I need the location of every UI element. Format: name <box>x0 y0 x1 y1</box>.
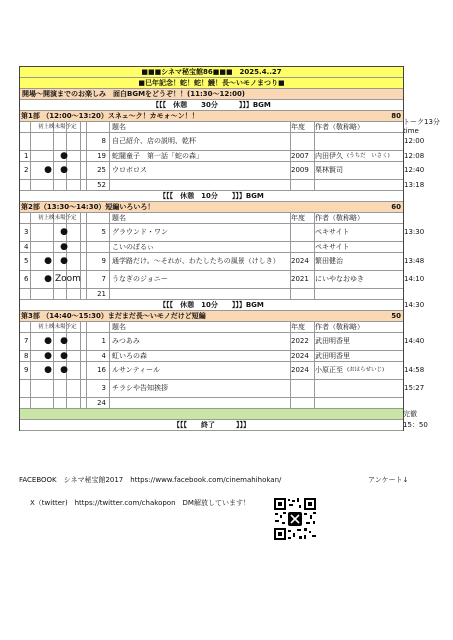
opening-row <box>20 89 403 100</box>
cell-author: 繁田健治 <box>315 257 343 265</box>
cell-a: ● <box>44 351 52 361</box>
table-row <box>20 333 425 351</box>
col-title-header: 題名 <box>112 323 126 331</box>
column-divider <box>30 398 31 409</box>
cell-b: ● <box>60 351 68 361</box>
column-divider <box>109 289 110 300</box>
cell-b: ● <box>60 256 68 266</box>
cell-a <box>42 180 54 190</box>
table-row <box>20 398 403 409</box>
column-divider <box>109 398 110 409</box>
column-divider <box>314 133 315 151</box>
column-divider <box>30 213 31 224</box>
cell-no: 7 <box>24 337 29 345</box>
cell-b <box>55 289 73 299</box>
section-3 <box>20 311 425 409</box>
column-divider <box>109 162 110 180</box>
column-divider <box>109 180 110 191</box>
column-divider <box>290 133 291 151</box>
column-divider <box>109 333 110 351</box>
cell-min: 24 <box>97 399 106 407</box>
column-divider <box>109 122 110 133</box>
column-header-row <box>20 122 403 133</box>
table-row <box>20 380 425 398</box>
cell-min: 8 <box>101 137 106 145</box>
twitter-line: X（twitter) https://twitter.com/chakopon DM解放しています！ <box>30 499 250 507</box>
column-divider <box>109 151 110 162</box>
cell-title: みつあみ <box>112 337 140 345</box>
table-row <box>20 253 425 271</box>
cell-a <box>42 151 54 161</box>
column-divider <box>109 242 110 253</box>
table-row <box>20 151 425 162</box>
cell-no: 5 <box>24 257 29 265</box>
row-time: 14:58 <box>404 366 425 374</box>
column-divider <box>80 398 81 409</box>
table-row <box>20 162 425 180</box>
cell-a <box>42 380 54 397</box>
cell-title: チラシや告知挨拶 <box>112 384 168 392</box>
cell-b: ● <box>60 165 68 175</box>
talk-note: トーク13分 <box>403 118 440 126</box>
table-row <box>20 224 425 242</box>
break-row <box>20 300 425 311</box>
author-reading: (おはらせいじ) <box>347 367 385 373</box>
table-row <box>20 133 425 151</box>
column-divider <box>109 380 110 398</box>
cell-author: 内田伊久 <box>315 152 343 160</box>
cell-title: グラウンド・ワン <box>112 228 168 236</box>
row-time: 14:10 <box>404 275 425 283</box>
cell-title: 自己紹介、店の説明、乾杯 <box>112 137 196 145</box>
cell-a <box>42 398 54 408</box>
column-divider <box>30 133 31 151</box>
column-divider <box>80 213 81 224</box>
column-divider <box>290 398 291 409</box>
table-row <box>20 271 425 289</box>
break-row-0 <box>20 100 403 111</box>
section-heading: 第3部 （14:40～15:30）まだまだ長～いモノだけど短編 <box>21 312 206 320</box>
column-divider <box>80 322 81 333</box>
column-divider <box>30 362 31 380</box>
col-author-header: 作者（敬称略） <box>315 323 364 331</box>
row-time: 14:30 <box>404 301 425 309</box>
column-divider <box>80 122 81 133</box>
col-title-header: 題名 <box>112 123 126 131</box>
column-divider <box>80 333 81 351</box>
column-divider <box>80 180 81 191</box>
blank-green-row <box>20 409 403 420</box>
column-divider <box>109 322 110 333</box>
cell-b: ● <box>60 227 68 237</box>
cell-b: Zoom <box>55 274 81 284</box>
column-divider <box>109 271 110 289</box>
column-divider <box>30 333 31 351</box>
section-2 <box>20 202 425 311</box>
cell-title: ウロボロス <box>112 166 147 174</box>
cell-author: にいやなおゆき <box>315 275 364 283</box>
row-time: 13:18 <box>404 181 425 189</box>
column-divider <box>109 362 110 380</box>
author-reading: (うちだ いさく) <box>347 153 390 159</box>
row-time: 15:27 <box>404 384 425 392</box>
cell-author: ペキサイト <box>315 228 350 236</box>
column-divider <box>30 224 31 242</box>
cell-b <box>55 398 73 408</box>
break-text: 【【【 休憩 10分 】】】BGM <box>159 192 264 200</box>
column-divider <box>290 242 291 253</box>
subtitle-row <box>20 78 403 89</box>
cell-b: ● <box>60 151 68 161</box>
table-row <box>20 362 425 380</box>
column-divider <box>109 133 110 151</box>
cell-a: ● <box>44 256 52 266</box>
column-divider <box>30 253 31 271</box>
survey-note: アンケート↓ <box>368 476 409 484</box>
cell-min: 16 <box>97 366 106 374</box>
row-time: 12:08 <box>404 152 425 160</box>
cell-min: 7 <box>101 275 106 283</box>
column-divider <box>30 162 31 180</box>
cell-a <box>42 224 54 241</box>
cell-no: 1 <box>24 152 29 160</box>
cell-min: 21 <box>97 290 106 298</box>
column-header-row <box>20 213 403 224</box>
cell-author: 小原正至 <box>315 366 343 374</box>
column-divider <box>30 380 31 398</box>
cell-no: 3 <box>24 228 29 236</box>
column-divider <box>314 289 315 300</box>
section-heading-row <box>20 311 403 322</box>
cell-no: 9 <box>24 366 29 374</box>
column-divider <box>30 289 31 300</box>
page-subtitle: ■巳年記念！蛇！蛇！鰻！長～いモノまつり■ <box>138 79 285 87</box>
cell-min: 3 <box>101 384 106 392</box>
section-heading-row <box>20 202 403 213</box>
column-divider <box>86 322 87 333</box>
ending-label-1: 完徹 <box>403 410 417 418</box>
section-duration: 60 <box>391 203 401 211</box>
cell-min: 52 <box>97 181 106 189</box>
column-divider <box>109 213 110 224</box>
cell-no: 8 <box>24 352 29 360</box>
cell-a <box>42 289 54 299</box>
table-row <box>20 351 403 362</box>
cell-a: ● <box>44 365 52 375</box>
time-label: time <box>403 127 419 135</box>
cell-a: ● <box>44 274 52 284</box>
cell-b: ● <box>60 242 68 252</box>
break-row <box>20 191 403 202</box>
col-title-header: 題名 <box>112 214 126 222</box>
cell-title: 蛇闇童子 第一話「蛇の森」 <box>112 152 203 160</box>
column-divider <box>86 213 87 224</box>
cell-title: うなぎのジョニー <box>112 275 168 283</box>
table-row <box>20 289 403 300</box>
cell-no: 2 <box>24 166 29 174</box>
cell-min: 4 <box>101 352 106 360</box>
table-row <box>20 242 403 253</box>
cell-year: 2007 <box>291 152 309 160</box>
ending-label-2: 15：50 <box>403 421 428 429</box>
column-header-row <box>20 322 403 333</box>
column-divider <box>80 380 81 398</box>
col-year-header: 年度 <box>291 214 305 222</box>
cell-b: ● <box>60 365 68 375</box>
cell-author: ペキサイト <box>315 243 350 251</box>
cell-no: 4 <box>24 243 29 251</box>
row-time: 13:30 <box>404 228 425 236</box>
cell-min <box>86 242 106 252</box>
cell-min: 19 <box>97 152 106 160</box>
col-author-header: 作者（敬称略） <box>315 123 364 131</box>
col-flags-header: 初上映未場予定 <box>38 324 77 330</box>
column-divider <box>109 253 110 271</box>
column-divider <box>80 133 81 151</box>
col-author-header: 作者（敬称略） <box>315 214 364 222</box>
section-duration: 50 <box>391 312 401 320</box>
col-flags-header: 初上映未場予定 <box>38 215 77 221</box>
cell-min: 5 <box>101 228 106 236</box>
column-divider <box>290 380 291 398</box>
column-divider <box>80 162 81 180</box>
ending-text: 【【【 終了 】】】 <box>173 421 250 429</box>
column-divider <box>80 242 81 253</box>
cell-title: 虹いろの森 <box>112 352 147 360</box>
cell-no: 6 <box>24 275 29 283</box>
section-heading: 第2部（13:30～14:30）短編いろいろ！ <box>21 203 155 211</box>
cell-year: 2024 <box>291 352 309 360</box>
column-divider <box>80 224 81 242</box>
row-time: 12:00 <box>404 137 425 145</box>
cell-min: 1 <box>101 337 106 345</box>
cell-title: 通学路だけ。～それが、わたしたちの風景（けしき） <box>112 257 280 265</box>
row-time: 13:48 <box>404 257 425 265</box>
col-flags-header: 初上映未場予定 <box>38 124 77 130</box>
cell-author: 武田明香里 <box>315 352 350 360</box>
column-divider <box>290 224 291 242</box>
col-year-header: 年度 <box>291 123 305 131</box>
column-divider <box>314 180 315 191</box>
column-divider <box>314 380 315 398</box>
break-text-0: 【【【 休憩 30分 】】】BGM <box>152 101 271 109</box>
opening-text: 開場～開演までのお楽しみ 面白BGMをどうぞ！！(11:30～12:00) <box>22 90 246 98</box>
column-divider <box>30 351 31 362</box>
section-duration: 80 <box>391 112 401 120</box>
cell-b <box>55 133 73 150</box>
cell-min: 9 <box>101 257 106 265</box>
cell-a <box>42 133 54 150</box>
ending-row <box>20 420 403 431</box>
column-divider <box>30 242 31 253</box>
column-divider <box>30 122 31 133</box>
column-divider <box>80 289 81 300</box>
cell-year: 2021 <box>291 275 309 283</box>
cell-title: ルサンティール <box>112 366 160 374</box>
column-divider <box>109 351 110 362</box>
cell-min: 25 <box>97 166 106 174</box>
cell-b <box>55 180 73 190</box>
col-year-header: 年度 <box>291 323 305 331</box>
facebook-line: FACEBOOK シネマ秘宝館2017 https://www.facebook.com/cinemahihokan/ <box>19 476 282 484</box>
column-divider <box>30 271 31 289</box>
column-divider <box>86 122 87 133</box>
column-divider <box>290 180 291 191</box>
cell-a: ● <box>44 165 52 175</box>
cell-year: 2024 <box>291 366 309 374</box>
column-divider <box>80 253 81 271</box>
row-time: 12:40 <box>404 166 425 174</box>
section-heading-row <box>20 111 403 122</box>
cell-year: 2009 <box>291 166 309 174</box>
cell-year: 2022 <box>291 337 309 345</box>
qr-code-icon <box>273 497 317 541</box>
cell-author: 武田明香里 <box>315 337 350 345</box>
title-row <box>20 67 403 78</box>
column-divider <box>80 362 81 380</box>
table-row <box>20 180 425 191</box>
page-title: ■■■シネマ秘宝館86■■■ 2025.4..27 <box>141 68 282 76</box>
row-time: 14:40 <box>404 337 425 345</box>
cell-year: 2024 <box>291 257 309 265</box>
column-divider <box>314 398 315 409</box>
column-divider <box>30 151 31 162</box>
cell-title: こいのぼるぃ <box>112 243 154 251</box>
cell-b: ● <box>60 336 68 346</box>
cell-a <box>42 242 54 252</box>
break-text: 【【【 休憩 10分 】】】BGM <box>159 301 264 309</box>
section-heading: 第1部 （12:00～13:20）スネェ～ク！カモォ～ン！！ <box>21 112 199 120</box>
column-divider <box>30 180 31 191</box>
cell-a: ● <box>44 336 52 346</box>
column-divider <box>30 322 31 333</box>
cell-b <box>55 380 73 397</box>
column-divider <box>80 151 81 162</box>
cell-author: 栗林賢司 <box>315 166 343 174</box>
column-divider <box>109 224 110 242</box>
column-divider <box>80 351 81 362</box>
column-divider <box>290 289 291 300</box>
